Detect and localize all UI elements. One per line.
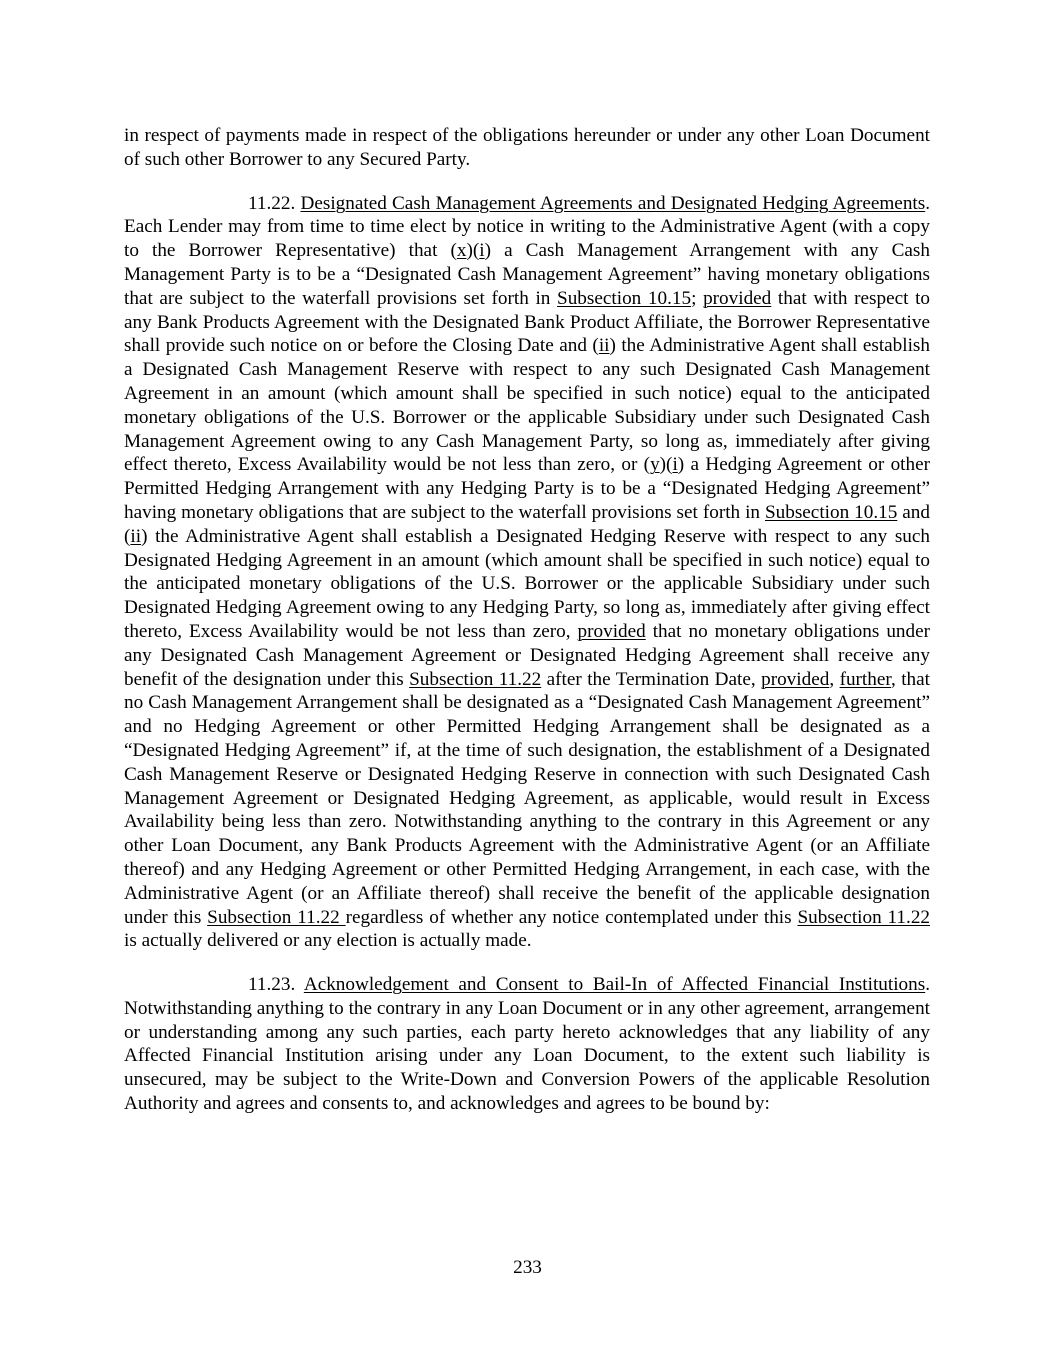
section-number: 11.22. (248, 192, 296, 214)
body-text: that no monetary obligations under any Designated Cash Management Agreement or Designated Hedging Agreement shall receive any benefit of the designation under this (124, 620, 931, 690)
section-11-23-paragraph (124, 973, 930, 1116)
clause-marker: ii (598, 335, 610, 357)
body-text: and ( (124, 501, 930, 547)
clause-marker: y (650, 454, 660, 476)
subsection-reference: Subsection 10.15 (557, 287, 692, 309)
body-text: , (829, 668, 840, 690)
body-text: ) a Cash Management Arrangement with any Cash Management Party is to be a “Designated Cash Management Agreement” having monetary obligations that are subject to the waterfall provisions set forth in (124, 240, 930, 309)
section-11-22-paragraph (124, 192, 930, 954)
clause-marker: x (456, 240, 467, 262)
defined-term: provided (703, 287, 772, 309)
body-text: . Each Lender may from time to time elect by notice in writing to the Administrative Agent (with a copy to the Borrower Representative) that ( (124, 192, 931, 262)
body-text: . Notwithstanding anything to the contrary in any Loan Document or in any other agreement, arrangement or understanding among any such parties, each party hereto acknowledges that any liability of any Affected Financial Institution arising under any Loan Document, to the extent such liability is unsecured, may be subject to the Write-Down and Conversion Powers of the applicable Resolution Authority and agrees and consents to, and acknowledges and agrees to be bound by: (124, 974, 930, 1115)
body-text: )( (466, 240, 480, 262)
body-text: is actually delivered or any election is actually made. (124, 930, 532, 952)
clause-marker: i (479, 240, 485, 262)
section-heading: Designated Cash Management Agreements and Designated Hedging Agreements (300, 192, 926, 214)
body-text: ) the Administrative Agent shall establish a Designated Hedging Reserve with respect to any such Designated Hedging Agreement in an amount (which amount shall be specified in such notice) equal to the anticipated monetary obligations of the U.S. Borrower or the applicable Subsidiary under such Designated Hedging Agreement owing to any Hedging Party, so long as, immediately after giving effect thereto, Excess Availability would be not less than zero, (124, 525, 930, 642)
subsection-reference: Subsection 11.22 (797, 906, 931, 928)
subsection-reference: Subsection 11.22 (207, 906, 346, 928)
continuation-text: in respect of payments made in respect of the obligations hereunder or under any other Loan Document of such other Borrower to any Secured Party. (124, 125, 930, 170)
body-text: , that no Cash Management Arrangement shall be designated as a “Designated Cash Management Agreement” and no Hedging Agreement or other Permitted Hedging Arrangement shall be designated as a “Designated Hedging Agreement” if, at the time of such designation, the establishment of a Designated Cash Management Reserve or Designated Hedging Reserve in connection with such Designated Cash Management Agreement or Designated Hedging Agreement, as applicable, would result in Excess Availability being less than zero. Notwithstanding anything to the contrary in this Agreement or any other Loan Document, any Bank Products Agreement with the Administrative Agent (or an Affiliate thereof) and any Hedging Agreement or other Permitted Hedging Arrangement, in each case, with the Administrative Agent (or an Affiliate thereof) shall receive the benefit of the applicable designation under this (124, 668, 930, 928)
subsection-reference: Subsection 11.22 (409, 668, 542, 690)
defined-term: provided (577, 620, 646, 642)
section-heading: Acknowledgement and Consent to Bail-In of Affected Financial Institutions (303, 974, 926, 996)
section-number: 11.23. (248, 974, 296, 996)
document-body (124, 124, 930, 1116)
clause-marker: i (672, 454, 678, 476)
clause-marker: ii (130, 525, 142, 547)
body-text: ) the Administrative Agent shall establish a Designated Cash Management Reserve with respect to any such Designated Cash Management Agreement in an amount (which amount shall be specified in such notice) equal to the anticipated monetary obligations of the U.S. Borrower or the applicable Subsidiary under such Designated Cash Management Agreement owing to any Cash Management Party, so long as, immediately after giving effect thereto, Excess Availability would be not less than zero, or ( (124, 335, 930, 476)
body-text: regardless of whether any notice contemplated under this (345, 906, 798, 928)
body-text: )( (659, 454, 673, 476)
body-text: that with respect to any Bank Products Agreement with the Designated Bank Product Affiliate, the Borrower Representative shall provide such notice on or before the Closing Date and ( (124, 287, 931, 357)
page-number: 233 (513, 1257, 542, 1278)
defined-term: further (839, 668, 891, 690)
body-text: ; (691, 287, 704, 309)
body-text: ) a Hedging Agreement or other Permitted Hedging Arrangement with any Hedging Party is to be a “Designated Hedging Agreement” having monetary obligations that are subject to the waterfall provisions set forth in (124, 454, 930, 523)
defined-term: provided (761, 668, 830, 690)
continuation-paragraph (124, 124, 930, 172)
subsection-reference: Subsection 10.15 (764, 501, 898, 523)
body-text: after the Termination Date, (541, 668, 762, 690)
